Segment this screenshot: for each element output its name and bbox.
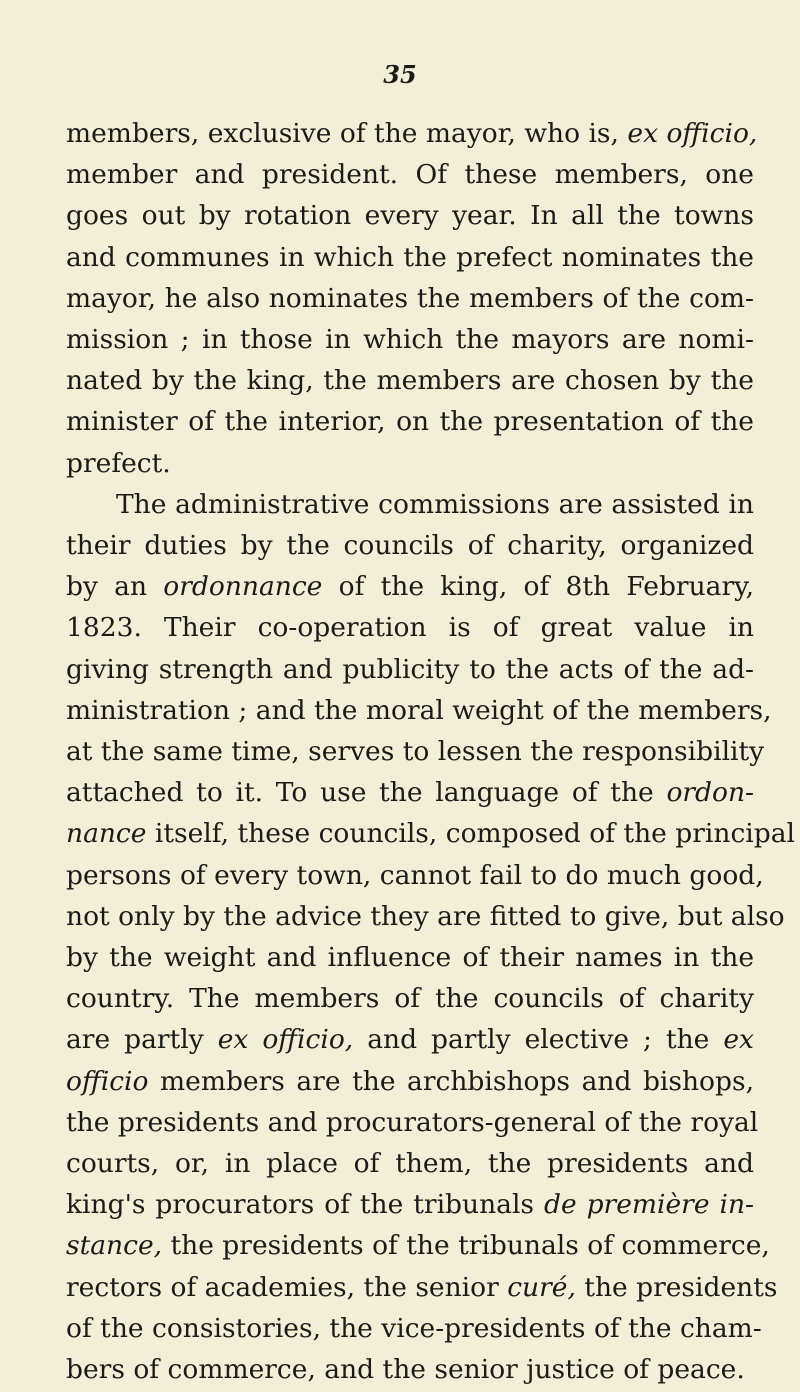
text-run: minister of the interior, on the presentation of the [66, 406, 754, 438]
text-run: members are the archbishops and bishops, [148, 1065, 754, 1097]
text-run: persons of every town, cannot fail to do much good, [66, 859, 764, 891]
text-line [66, 400, 754, 444]
text-line [66, 854, 764, 898]
text-line [66, 153, 754, 197]
text-run: rectors of academies, the senior [66, 1271, 508, 1303]
text-run: their duties by the councils of charity, organized [66, 530, 754, 561]
italic-text: curé, [507, 1271, 576, 1303]
italic-text: stance, [66, 1230, 163, 1262]
italic-text: de première in- [543, 1189, 754, 1221]
italic-text: nance [66, 818, 147, 850]
text-line [66, 1224, 770, 1268]
italic-text: officio [66, 1065, 149, 1097]
text-run: goes out by rotation every year. In all the towns [66, 200, 754, 232]
text-line [66, 977, 754, 1021]
page-number: 35 [383, 60, 417, 89]
text-line [66, 1266, 778, 1310]
text-line [66, 1018, 754, 1062]
text-line [66, 277, 754, 321]
text-line [66, 730, 765, 774]
text-line [66, 812, 796, 856]
text-run: the presidents of the tribunals of commerce, [162, 1230, 770, 1262]
text-run: by the weight and influence of their names in the [66, 942, 754, 973]
text-line [66, 359, 754, 403]
text-line [66, 1060, 754, 1104]
text-run: the presidents and procurators-general of the royal [66, 1106, 759, 1138]
text-line [66, 648, 754, 692]
text-run: itself, these councils, composed of the principal [146, 818, 796, 850]
italic-text: ex [723, 1024, 755, 1056]
text-run: ministration ; and the moral weight of the members, [66, 694, 772, 726]
text-run: of the consistories, the vice-presidents of the cham- [66, 1312, 762, 1344]
text-line [66, 689, 772, 733]
text-run: the presidents [575, 1271, 778, 1303]
text-line [66, 318, 754, 362]
text-run: are partly [66, 1024, 218, 1056]
italic-text: ordon- [666, 777, 754, 809]
text-run: and communes in which the prefect nominates the [66, 241, 754, 273]
text-run: prefect. [66, 447, 171, 479]
text-run: nated by the king, the members are chosen by the [66, 365, 754, 397]
text-run: mission ; in those in which the mayors are nomi- [66, 324, 754, 355]
text-run: 1823. Their co-operation is of great value in [66, 612, 754, 644]
text-run: member and president. Of these members, one [66, 159, 754, 191]
text-line [66, 606, 754, 650]
text-run: at the same time, serves to lessen the responsibility [66, 736, 765, 767]
text-line [66, 442, 754, 486]
text-run: bers of commerce, and the senior justice of peace. [66, 1354, 745, 1385]
text-line [66, 1101, 759, 1145]
text-line [66, 194, 754, 238]
text-run: of the king, of 8th February, [322, 571, 754, 603]
text-line [66, 1307, 762, 1351]
text-line [66, 936, 754, 980]
text-run: members, exclusive of the mayor, who is, [66, 118, 628, 149]
text-run: country. The members of the councils of charity [66, 983, 754, 1015]
text-run: mayor, he also nominates the members of the com- [66, 282, 754, 314]
text-run: by an [66, 571, 164, 603]
text-run: The administrative commissions are assisted in [116, 488, 754, 520]
text-line [66, 524, 754, 568]
text-line [66, 771, 754, 815]
text-run: attached to it. To use the language of the [66, 777, 667, 809]
text-run: and partly elective ; the [353, 1024, 724, 1056]
text-run: giving strength and publicity to the acts of the ad- [66, 653, 754, 685]
text-line [66, 1142, 754, 1186]
text-line [66, 236, 754, 280]
italic-text: ex officio, [627, 118, 758, 149]
text-line [66, 565, 754, 609]
italic-text: ex officio, [217, 1024, 354, 1056]
text-run: king's procurators of the tribunals [66, 1189, 544, 1221]
text-run: not only by the advice they are fitted to give, but also [66, 900, 785, 932]
italic-text: ordonnance [163, 571, 323, 603]
text-line [66, 1348, 754, 1392]
text-line [66, 112, 758, 156]
text-line [116, 483, 754, 527]
text-line [66, 1183, 754, 1227]
text-line [66, 895, 785, 939]
text-run: courts, or, in place of them, the presidents and [66, 1148, 754, 1179]
